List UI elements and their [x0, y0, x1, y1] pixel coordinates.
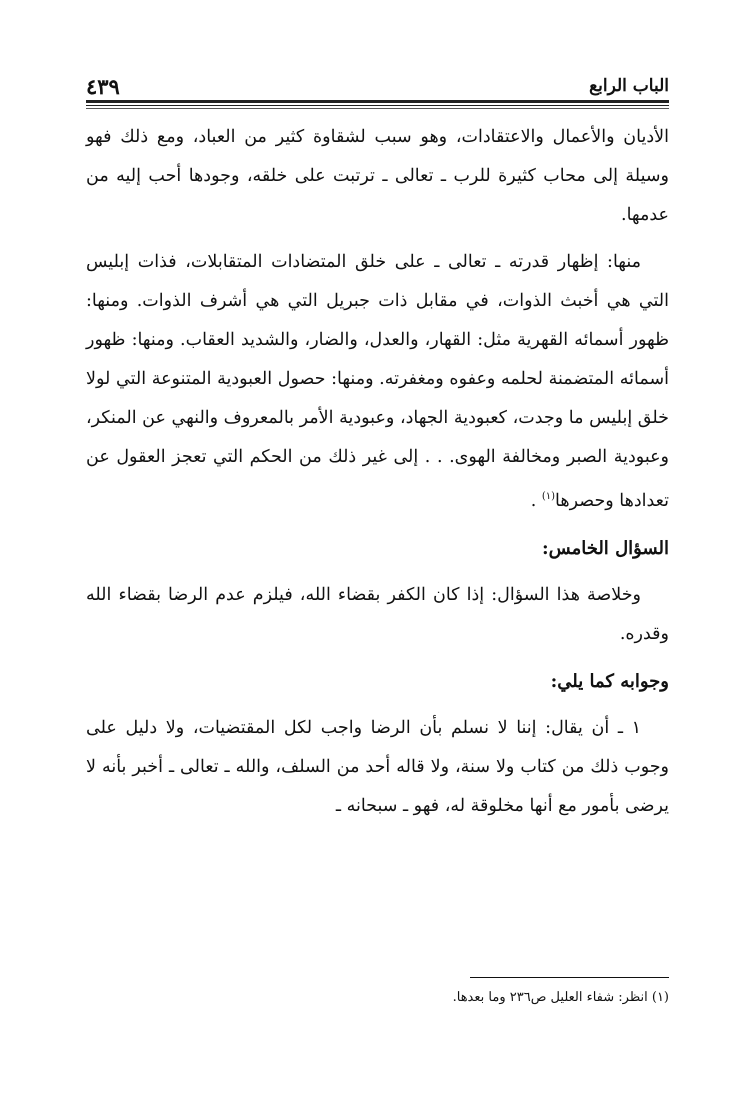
chapter-title: الباب الرابع	[589, 76, 669, 96]
heading-fifth-question: السؤال الخامس:	[541, 537, 669, 559]
footnote: (١) انظر: شفاء العليل ص٢٣٦ وما بعدها.	[452, 990, 669, 1005]
paragraph-2-text: منها: إظهار قدرته ـ تعالى ـ على خلق المتضادات المتقابلات، فذات إبليس التي هي أخبث الذوات، في مقابل ذات جبريل التي هي أشرف الذوات. ومنها: ظهور أسمائه القهرية مثل: القهار، والعدل، والضار، والشديد العقاب. ومنها: ظهور أسمائه المتضمنة لحلمه وعفوه ومغفرته. ومنها: حصول العبودية المتنوعة التي لولا خلق إبليس ما وجدت، كعبودية الجهاد، وعبودية الأمر بالمعروف والنهي عن المنكر، وعبودية الصبر ومخالفة الهوى. . . إلى غير ذلك من الحكم التي تعجز العقول عن تعدادها وحصرها	[86, 252, 669, 511]
footnote-marker[interactable]: (١)	[541, 491, 556, 502]
heading-answer: وجوابه كما يلي:	[550, 670, 669, 692]
header-rule-thick	[86, 100, 669, 103]
header-rule-thin	[86, 105, 669, 106]
header-rule-thin-2	[86, 108, 669, 109]
page-body	[86, 118, 669, 834]
footnote-divider	[470, 977, 669, 978]
paragraph-3: وخلاصة هذا السؤال: إذا كان الكفر بقضاء الله، فيلزم عدم الرضا بقضاء الله وقدره.	[86, 584, 669, 644]
paragraph-2	[86, 243, 669, 521]
paragraph-1: الأديان والأعمال والاعتقادات، وهو سبب لشقاوة كثير من العباد، ومع ذلك فهو وسيلة إلى محاب كثيرة للرب ـ تعالى ـ ترتبت على خلقه، وجودها أحب إليه من عدمها.	[86, 127, 669, 225]
paragraph-2-end: .	[530, 490, 542, 511]
paragraph-4: ١ ـ أن يقال: إننا لا نسلم بأن الرضا واجب لكل المقتضيات، ولا دليل على وجوب ذلك من كتاب ولا سنة، ولا قاله أحد من السلف، والله ـ تعالى ـ أخبر بأنه لا يرضى بأمور مع أنها مخلوقة له، فهو ـ سبحانه ـ	[86, 717, 669, 816]
page-number: ٤٣٩	[86, 74, 120, 99]
